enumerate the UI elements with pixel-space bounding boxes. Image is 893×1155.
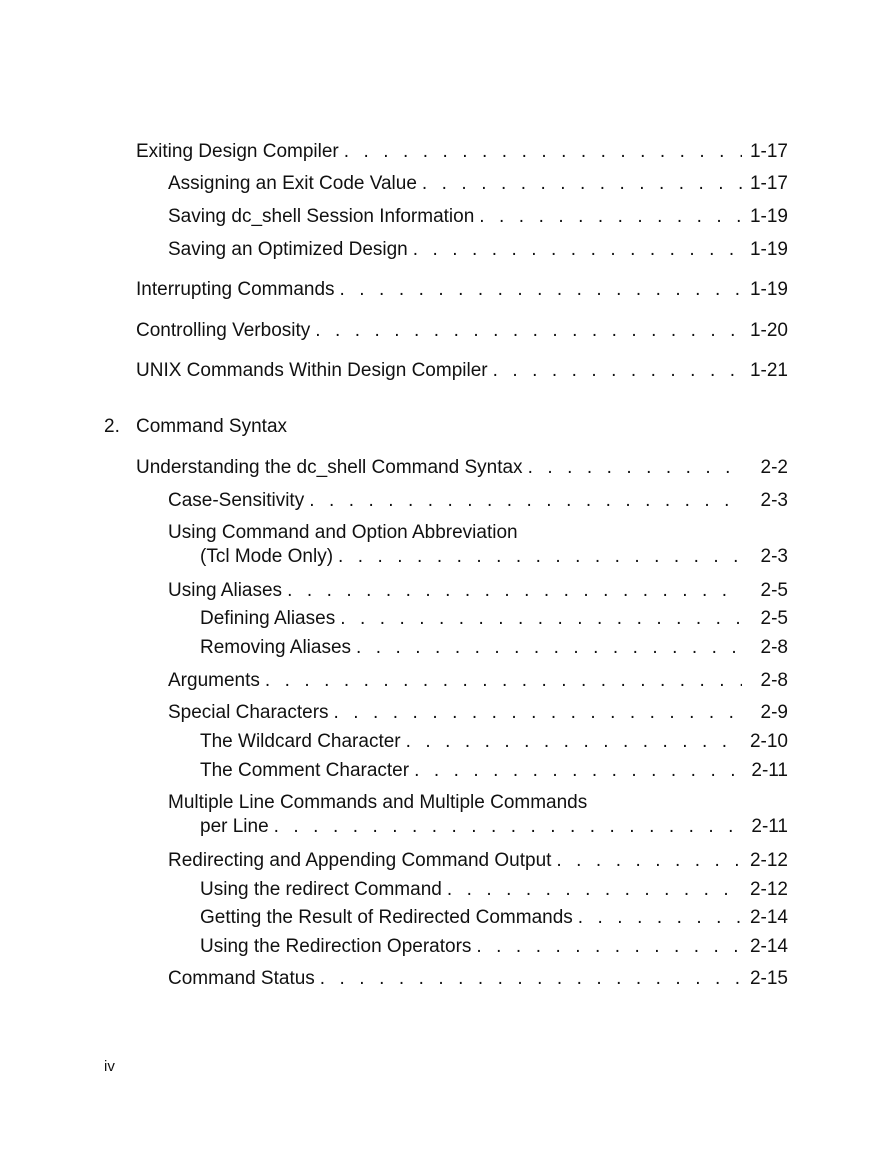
toc-entry-title: Controlling Verbosity — [136, 320, 311, 341]
toc-entry-title: Redirecting and Appending Command Output — [168, 850, 552, 871]
dot-leader — [304, 489, 742, 513]
toc-entry-title: UNIX Commands Within Design Compiler — [136, 360, 488, 381]
toc-entry-title: Getting the Result of Redirected Commands — [200, 907, 573, 928]
dot-leader — [523, 456, 742, 480]
toc-entry-title: Defining Aliases — [200, 608, 336, 629]
toc-page-number: 2-5 — [760, 608, 788, 629]
toc-entry-title-line1: Multiple Line Commands and Multiple Commands — [168, 792, 588, 813]
toc-entry-title: Using the redirect Command — [200, 879, 442, 900]
toc-entry[interactable] — [200, 935, 788, 959]
toc-entry-title: Command Status — [168, 968, 315, 989]
toc-page-number: 2-3 — [760, 490, 788, 511]
toc-entry-title: Removing Aliases — [200, 637, 352, 658]
dot-leader — [260, 669, 742, 693]
toc-entry-title: per Line — [200, 816, 269, 837]
dot-leader — [408, 238, 742, 262]
toc-entry[interactable] — [136, 278, 788, 302]
dot-leader — [409, 759, 742, 783]
toc-entry[interactable] — [200, 759, 788, 783]
toc-entry[interactable] — [136, 456, 788, 480]
toc-entry-title: (Tcl Mode Only) — [200, 546, 334, 567]
toc-entry-title: The Comment Character — [200, 760, 410, 781]
toc-entry-multiline[interactable] — [168, 521, 788, 569]
dot-leader — [335, 607, 742, 631]
toc-page-number: 2-11 — [751, 816, 788, 837]
chapter-number: 2. — [104, 416, 120, 437]
dot-leader — [401, 730, 742, 754]
dot-leader — [339, 140, 742, 164]
toc-entry[interactable] — [136, 140, 788, 164]
page-folio: iv — [104, 1058, 115, 1075]
toc-page-number: 2-12 — [749, 850, 788, 871]
dot-leader — [488, 359, 742, 383]
toc-entry-title: Using the Redirection Operators — [200, 936, 472, 957]
toc-page-number: 1-19 — [749, 279, 788, 300]
toc-page-number: 1-21 — [749, 360, 788, 381]
chapter-title: Command Syntax — [136, 416, 288, 437]
toc-entry[interactable] — [168, 967, 788, 991]
toc-page-number: 2-14 — [749, 936, 788, 957]
toc-page-number: 2-5 — [760, 580, 788, 601]
toc-page-number: 2-12 — [749, 879, 788, 900]
toc-entry[interactable] — [200, 878, 788, 902]
toc-page-number: 1-17 — [749, 141, 788, 162]
toc-entry[interactable] — [168, 579, 788, 603]
toc-entry-title: Case-Sensitivity — [168, 490, 305, 511]
toc-entry[interactable] — [136, 359, 788, 383]
toc-entry-title: Saving an Optimized Design — [168, 239, 408, 260]
toc-entry-title: Saving dc_shell Session Information — [168, 206, 475, 227]
dot-leader — [471, 935, 742, 959]
dot-leader — [417, 172, 742, 196]
toc-page-number: 2-10 — [749, 731, 788, 752]
dot-leader — [335, 278, 742, 302]
dot-leader — [315, 967, 742, 991]
toc-entry-title: Interrupting Commands — [136, 279, 335, 300]
toc-page-number: 2-11 — [751, 760, 788, 781]
toc-entry-title: Assigning an Exit Code Value — [168, 173, 417, 194]
toc-entry-multiline[interactable] — [168, 791, 788, 839]
dot-leader — [351, 636, 742, 660]
toc-page-number: 2-9 — [760, 702, 788, 723]
toc-page-number: 2-2 — [760, 457, 788, 478]
toc-entry[interactable] — [168, 205, 788, 229]
toc-page-number: 1-19 — [749, 206, 788, 227]
dot-leader — [329, 701, 742, 725]
toc-page-number: 2-8 — [760, 670, 788, 691]
toc-entry-title: Arguments — [168, 670, 260, 691]
toc-entry[interactable] — [168, 238, 788, 262]
toc-page-number: 2-14 — [749, 907, 788, 928]
toc-page-number: 2-8 — [760, 637, 788, 658]
dot-leader — [269, 815, 742, 839]
toc-page-number: 1-17 — [749, 173, 788, 194]
toc-entry-title: The Wildcard Character — [200, 731, 401, 752]
toc-entry-title: Understanding the dc_shell Command Syntax — [136, 457, 523, 478]
toc-entry[interactable] — [168, 701, 788, 725]
chapter-heading[interactable] — [104, 415, 404, 439]
toc-page-number: 2-15 — [749, 968, 788, 989]
toc-entry-title: Special Characters — [168, 702, 329, 723]
toc-entry[interactable] — [200, 730, 788, 754]
toc-page-number: 1-20 — [749, 320, 788, 341]
toc-entry[interactable] — [168, 172, 788, 196]
toc-page-number: 1-19 — [749, 239, 788, 260]
dot-leader — [310, 319, 742, 343]
toc-entry[interactable] — [168, 669, 788, 693]
dot-leader — [573, 906, 742, 930]
toc-entry-title-line1: Using Command and Option Abbreviation — [168, 522, 518, 543]
dot-leader — [282, 579, 742, 603]
dot-leader — [442, 878, 742, 902]
toc-entry[interactable] — [200, 607, 788, 631]
toc-entry[interactable] — [136, 319, 788, 343]
dot-leader — [551, 849, 742, 873]
toc-entry-title: Using Aliases — [168, 580, 283, 601]
dot-leader — [333, 545, 742, 569]
toc-entry[interactable] — [200, 636, 788, 660]
toc-page-number: 2-3 — [760, 546, 788, 567]
toc-entry-title: Exiting Design Compiler — [136, 141, 339, 162]
toc-entry[interactable] — [200, 906, 788, 930]
dot-leader — [474, 205, 742, 229]
toc-entry[interactable] — [168, 849, 788, 873]
toc-entry[interactable] — [168, 489, 788, 513]
